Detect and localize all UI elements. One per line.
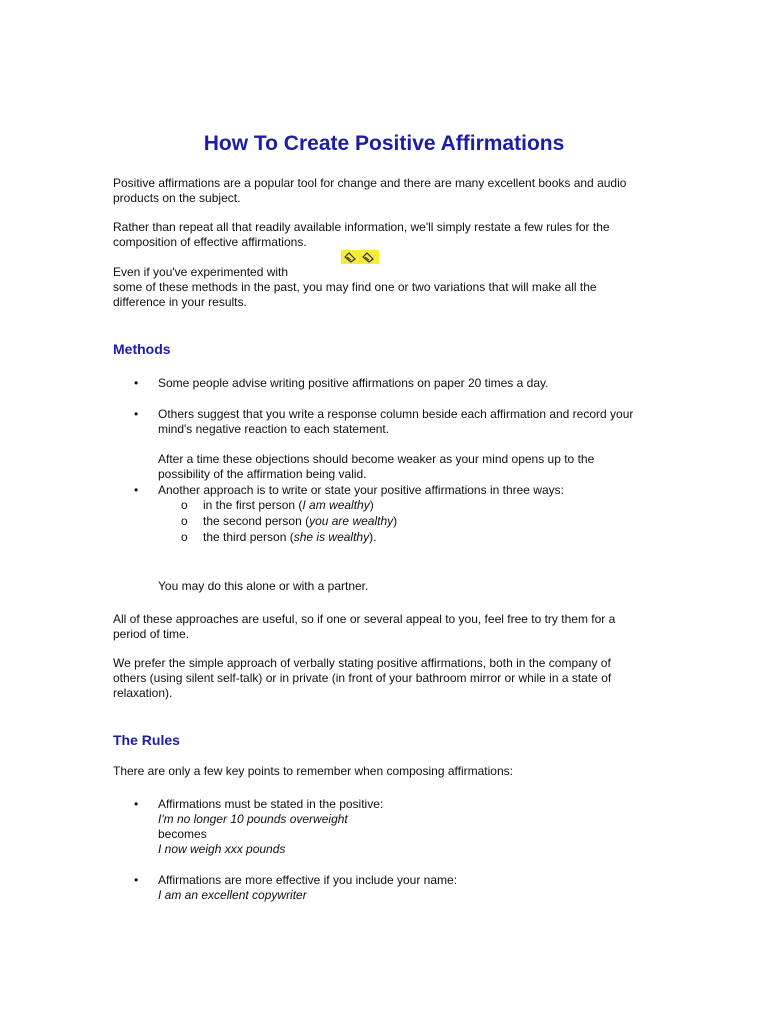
inline-icons xyxy=(341,250,379,264)
link-icon xyxy=(343,251,357,263)
partner-note: You may do this alone or with a partner. xyxy=(158,579,369,593)
methods-bullet-3: Another approach is to write or state your positive affirmations in three ways: xyxy=(158,483,564,497)
bullet-marker: • xyxy=(134,873,139,887)
paragraph-approaches-useful: All of these approaches are useful, so if one or several appeal to you, feel free to try them for a period of time. xyxy=(113,612,616,641)
intro-paragraph-3-rest: some of these methods in the past, you may find one or two variations that will make all the difference in your results. xyxy=(113,280,597,309)
circle-marker: o xyxy=(181,530,188,544)
intro-paragraph-2: Rather than repeat all that readily available information, we'll simply restate a few rules for the composition of effective affirmations. xyxy=(113,220,610,249)
rule-1-example-after: I now weigh xxx pounds xyxy=(158,842,286,856)
rules-heading: The Rules xyxy=(113,732,180,748)
methods-bullet-2: Others suggest that you write a response column beside each affirmation and record your mind's negative reaction to each statement. xyxy=(158,407,634,436)
sub-item-first-person: in the first person (I am wealthy) xyxy=(203,498,374,512)
rule-1-becomes: becomes xyxy=(158,827,207,841)
circle-marker: o xyxy=(181,514,188,528)
rules-intro: There are only a few key points to remember when composing affirmations: xyxy=(113,764,513,778)
bullet-marker: • xyxy=(134,797,139,811)
methods-bullet-1: Some people advise writing positive affirmations on paper 20 times a day. xyxy=(158,376,549,390)
methods-bullet-2-followup: After a time these objections should become weaker as your mind opens up to the possibility of the affirmation being valid. xyxy=(158,452,595,481)
circle-marker: o xyxy=(181,498,188,512)
bullet-marker: • xyxy=(134,407,139,421)
rule-1-text: Affirmations must be stated in the positive: xyxy=(158,797,384,811)
rule-2-example: I am an excellent copywriter xyxy=(158,888,307,902)
bullet-marker: • xyxy=(134,376,139,390)
sub-item-third-person: the third person (she is wealthy). xyxy=(203,530,377,544)
intro-paragraph-3-line1: Even if you've experimented with xyxy=(113,265,289,279)
rule-1-example-before: I'm no longer 10 pounds overweight xyxy=(158,812,348,826)
rule-2-text: Affirmations are more effective if you include your name: xyxy=(158,873,458,887)
bullet-marker: • xyxy=(134,483,139,497)
page-title: How To Create Positive Affirmations xyxy=(203,132,565,155)
paragraph-prefer-approach: We prefer the simple approach of verbally stating positive affirmations, both in the company of others (using silent self-talk) or in private (in front of your bathroom mirror or while in a state of relaxation). xyxy=(113,656,612,700)
methods-heading: Methods xyxy=(113,341,171,357)
intro-paragraph-1: Positive affirmations are a popular tool for change and there are many excellent books and audio products on the subject. xyxy=(113,176,627,205)
link-icon-2 xyxy=(361,251,375,263)
sub-item-second-person: the second person (you are wealthy) xyxy=(203,514,398,528)
